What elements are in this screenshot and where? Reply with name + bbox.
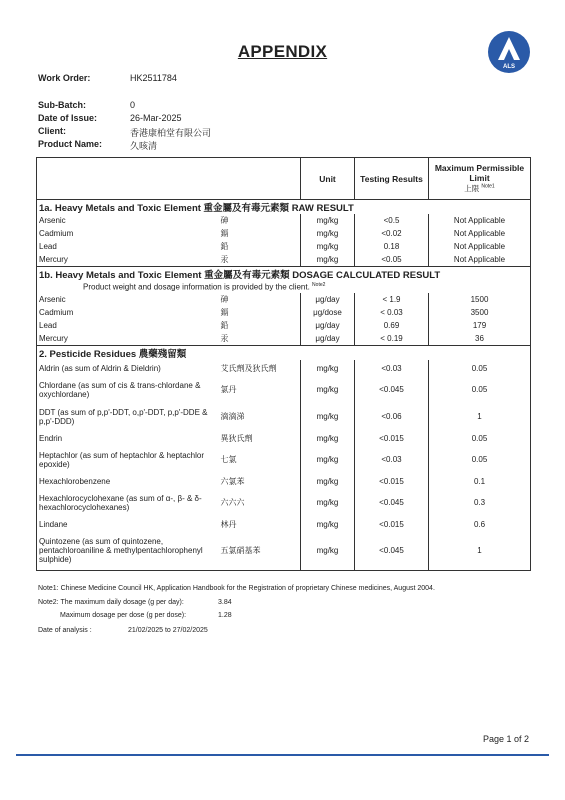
table-row bbox=[37, 253, 531, 267]
section-2-title: 2. Pesticide Residues 農藥殘留類 bbox=[37, 346, 531, 361]
analyte-cn: 汞 bbox=[219, 253, 301, 267]
limit-cell: 0.05 bbox=[429, 360, 531, 376]
table-row bbox=[37, 516, 531, 532]
section-1b-title: 1b. Heavy Metals and Toxic Element 重金屬及有毒元素類 DOSAGE CALCULATED RESULT bbox=[37, 267, 531, 282]
result-cell: <0.03 bbox=[355, 446, 429, 473]
section-1b-note-row bbox=[37, 281, 531, 293]
analyte-name: Arsenic bbox=[37, 214, 219, 227]
result-cell: < 0.03 bbox=[355, 306, 429, 319]
limit-cell: 0.1 bbox=[429, 473, 531, 489]
analysis-date-value: 21/02/2025 to 27/02/2025 bbox=[128, 627, 208, 634]
limit-cell: 0.05 bbox=[429, 376, 531, 403]
result-cell: <0.05 bbox=[355, 253, 429, 267]
unit-cell: mg/kg bbox=[301, 446, 355, 473]
unit-cell: μg/day bbox=[301, 319, 355, 332]
note1: Note1: Chinese Medicine Council HK, Application Handbook for the Registration of proprietary Chinese medicines, August 2004. bbox=[38, 585, 435, 592]
table-row bbox=[37, 473, 531, 489]
table-row bbox=[37, 306, 531, 319]
analyte-cn: 滴滴涕 bbox=[219, 403, 301, 430]
table-row bbox=[37, 532, 531, 570]
analyte-name: Hexachlorocyclohexane (as sum of α-, β- & δ-hexachlorocyclohexanes) bbox=[37, 489, 219, 516]
table-row bbox=[37, 403, 531, 430]
header-limit-cn: 上限 bbox=[464, 184, 480, 193]
analyte-name: Aldrin (as sum of Aldrin & Dieldrin) bbox=[37, 360, 219, 376]
limit-cell: Not Applicable bbox=[429, 253, 531, 267]
result-cell: <0.045 bbox=[355, 489, 429, 516]
meta-label-work-order: Work Order: bbox=[38, 73, 91, 83]
analyte-name: DDT (as sum of p,p'-DDT, o,p'-DDT, p,p'-DDE & p,p'-DDD) bbox=[37, 403, 219, 430]
analyte-name: Mercury bbox=[37, 253, 219, 267]
unit-cell: mg/kg bbox=[301, 430, 355, 446]
analyte-cn: 七氯 bbox=[219, 446, 301, 473]
unit-cell: mg/kg bbox=[301, 489, 355, 516]
result-cell: <0.015 bbox=[355, 473, 429, 489]
table-header-row bbox=[37, 158, 531, 200]
result-cell: 0.18 bbox=[355, 240, 429, 253]
section-1a-header bbox=[37, 200, 531, 215]
page-title: APPENDIX bbox=[237, 42, 328, 61]
limit-cell: 0.6 bbox=[429, 516, 531, 532]
meta-value-product-name: 久咳清 bbox=[130, 141, 158, 151]
section-1b-note: Product weight and dosage information is provided by the client. bbox=[83, 282, 310, 292]
table-row bbox=[37, 240, 531, 253]
analyte-name: Endrin bbox=[37, 430, 219, 446]
analyte-name: Lindane bbox=[37, 516, 219, 532]
limit-cell: 36 bbox=[429, 332, 531, 346]
logo-text: ALS bbox=[503, 64, 515, 70]
unit-cell: mg/kg bbox=[301, 253, 355, 267]
analyte-name: Arsenic bbox=[37, 293, 219, 306]
limit-cell: 1500 bbox=[429, 293, 531, 306]
unit-cell: mg/kg bbox=[301, 516, 355, 532]
unit-cell: mg/kg bbox=[301, 214, 355, 227]
result-cell: < 1.9 bbox=[355, 293, 429, 306]
analyte-cn: 六六六 bbox=[219, 489, 301, 516]
analyte-cn: 氯丹 bbox=[219, 376, 301, 403]
analyte-cn: 五氯硝基苯 bbox=[219, 532, 301, 570]
limit-cell: 1 bbox=[429, 403, 531, 430]
result-cell: 0.69 bbox=[355, 319, 429, 332]
table-row bbox=[37, 489, 531, 516]
analyte-name: Cadmium bbox=[37, 306, 219, 319]
note2-ref: Note2 bbox=[312, 282, 326, 289]
unit-cell: μg/dose bbox=[301, 306, 355, 319]
analyte-cn: 異狄氏劑 bbox=[219, 430, 301, 446]
limit-cell: 179 bbox=[429, 319, 531, 332]
analyte-cn: 鉛 bbox=[219, 240, 301, 253]
header-note1-ref: Note1 bbox=[481, 183, 495, 190]
analyte-name: Heptachlor (as sum of heptachlor & heptachlor epoxide) bbox=[37, 446, 219, 473]
header-max-limit bbox=[429, 158, 531, 200]
limit-cell: 0.3 bbox=[429, 489, 531, 516]
meta-value-work-order: HK2511784 bbox=[130, 73, 177, 83]
limit-cell: 1 bbox=[429, 532, 531, 570]
limit-cell: Not Applicable bbox=[429, 227, 531, 240]
table-row bbox=[37, 214, 531, 227]
footer-rule bbox=[16, 754, 549, 756]
analyte-name: Hexachlorobenzene bbox=[37, 473, 219, 489]
analyte-cn: 林丹 bbox=[219, 516, 301, 532]
analyte-cn: 鎘 bbox=[219, 227, 301, 240]
table-row bbox=[37, 319, 531, 332]
analyte-cn: 鎘 bbox=[219, 306, 301, 319]
table-row bbox=[37, 376, 531, 403]
analyte-cn: 砷 bbox=[219, 293, 301, 306]
unit-cell: mg/kg bbox=[301, 376, 355, 403]
table-row bbox=[37, 360, 531, 376]
analyte-name: Chlordane (as sum of cis & trans-chlordane & oxychlordane) bbox=[37, 376, 219, 403]
analyte-name: Lead bbox=[37, 240, 219, 253]
analyte-cn: 艾氏劑及狄氏劑 bbox=[219, 360, 301, 376]
result-cell: <0.06 bbox=[355, 403, 429, 430]
meta-label-product-name: Product Name: bbox=[38, 139, 103, 149]
meta-value-client: 香港康柏堂有限公司 bbox=[130, 128, 212, 138]
limit-cell: 3500 bbox=[429, 306, 531, 319]
analysis-date-label: Date of analysis : bbox=[38, 627, 92, 634]
header-testing-results: Testing Results bbox=[355, 158, 429, 200]
analyte-name: Quintozene (as sum of quintozene, pentachloroaniline & methylpentachlorophenyl sulphide) bbox=[37, 532, 219, 570]
header-limit-text: Maximum Permissible Limit bbox=[434, 163, 525, 183]
limit-cell: 0.05 bbox=[429, 430, 531, 446]
analyte-name: Lead bbox=[37, 319, 219, 332]
result-cell: <0.045 bbox=[355, 376, 429, 403]
table-row bbox=[37, 293, 531, 306]
unit-cell: mg/kg bbox=[301, 473, 355, 489]
result-cell: < 0.19 bbox=[355, 332, 429, 346]
unit-cell: mg/kg bbox=[301, 360, 355, 376]
header-unit: Unit bbox=[301, 158, 355, 200]
note2b-label: Maximum dosage per dose (g per dose): bbox=[60, 612, 187, 619]
result-cell: <0.015 bbox=[355, 516, 429, 532]
unit-cell: μg/day bbox=[301, 332, 355, 346]
unit-cell: mg/kg bbox=[301, 240, 355, 253]
limit-cell: Not Applicable bbox=[429, 214, 531, 227]
unit-cell: μg/day bbox=[301, 293, 355, 306]
result-cell: <0.02 bbox=[355, 227, 429, 240]
meta-label-client: Client: bbox=[38, 126, 66, 136]
limit-cell: Not Applicable bbox=[429, 240, 531, 253]
analyte-cn: 六氯苯 bbox=[219, 473, 301, 489]
result-cell: <0.03 bbox=[355, 360, 429, 376]
unit-cell: mg/kg bbox=[301, 227, 355, 240]
limit-cell: 0.05 bbox=[429, 446, 531, 473]
page-number: Page 1 of 2 bbox=[483, 734, 530, 744]
analyte-cn: 砷 bbox=[219, 214, 301, 227]
als-logo bbox=[487, 30, 531, 74]
unit-cell: mg/kg bbox=[301, 403, 355, 430]
note2-value: 3.84 bbox=[218, 599, 232, 606]
results-table bbox=[36, 157, 531, 571]
meta-value-date-of-issue: 26-Mar-2025 bbox=[130, 113, 182, 123]
result-cell: <0.015 bbox=[355, 430, 429, 446]
section-1b-header bbox=[37, 267, 531, 282]
note2-label: Note2: The maximum daily dosage (g per day): bbox=[38, 599, 184, 606]
table-row bbox=[37, 430, 531, 446]
meta-label-sub-batch: Sub-Batch: bbox=[38, 100, 86, 110]
section-2-header bbox=[37, 346, 531, 361]
analyte-cn: 汞 bbox=[219, 332, 301, 346]
section-1a-title: 1a. Heavy Metals and Toxic Element 重金屬及有毒元素類 RAW RESULT bbox=[37, 200, 531, 215]
analyte-name: Cadmium bbox=[37, 227, 219, 240]
table-row bbox=[37, 332, 531, 346]
result-cell: <0.045 bbox=[355, 532, 429, 570]
meta-label-date-of-issue: Date of Issue: bbox=[38, 113, 98, 123]
result-cell: <0.5 bbox=[355, 214, 429, 227]
meta-value-sub-batch: 0 bbox=[130, 100, 136, 110]
table-row bbox=[37, 446, 531, 473]
analyte-name: Mercury bbox=[37, 332, 219, 346]
note2b-value: 1.28 bbox=[218, 612, 232, 619]
unit-cell: mg/kg bbox=[301, 532, 355, 570]
analyte-cn: 鉛 bbox=[219, 319, 301, 332]
table-row bbox=[37, 227, 531, 240]
